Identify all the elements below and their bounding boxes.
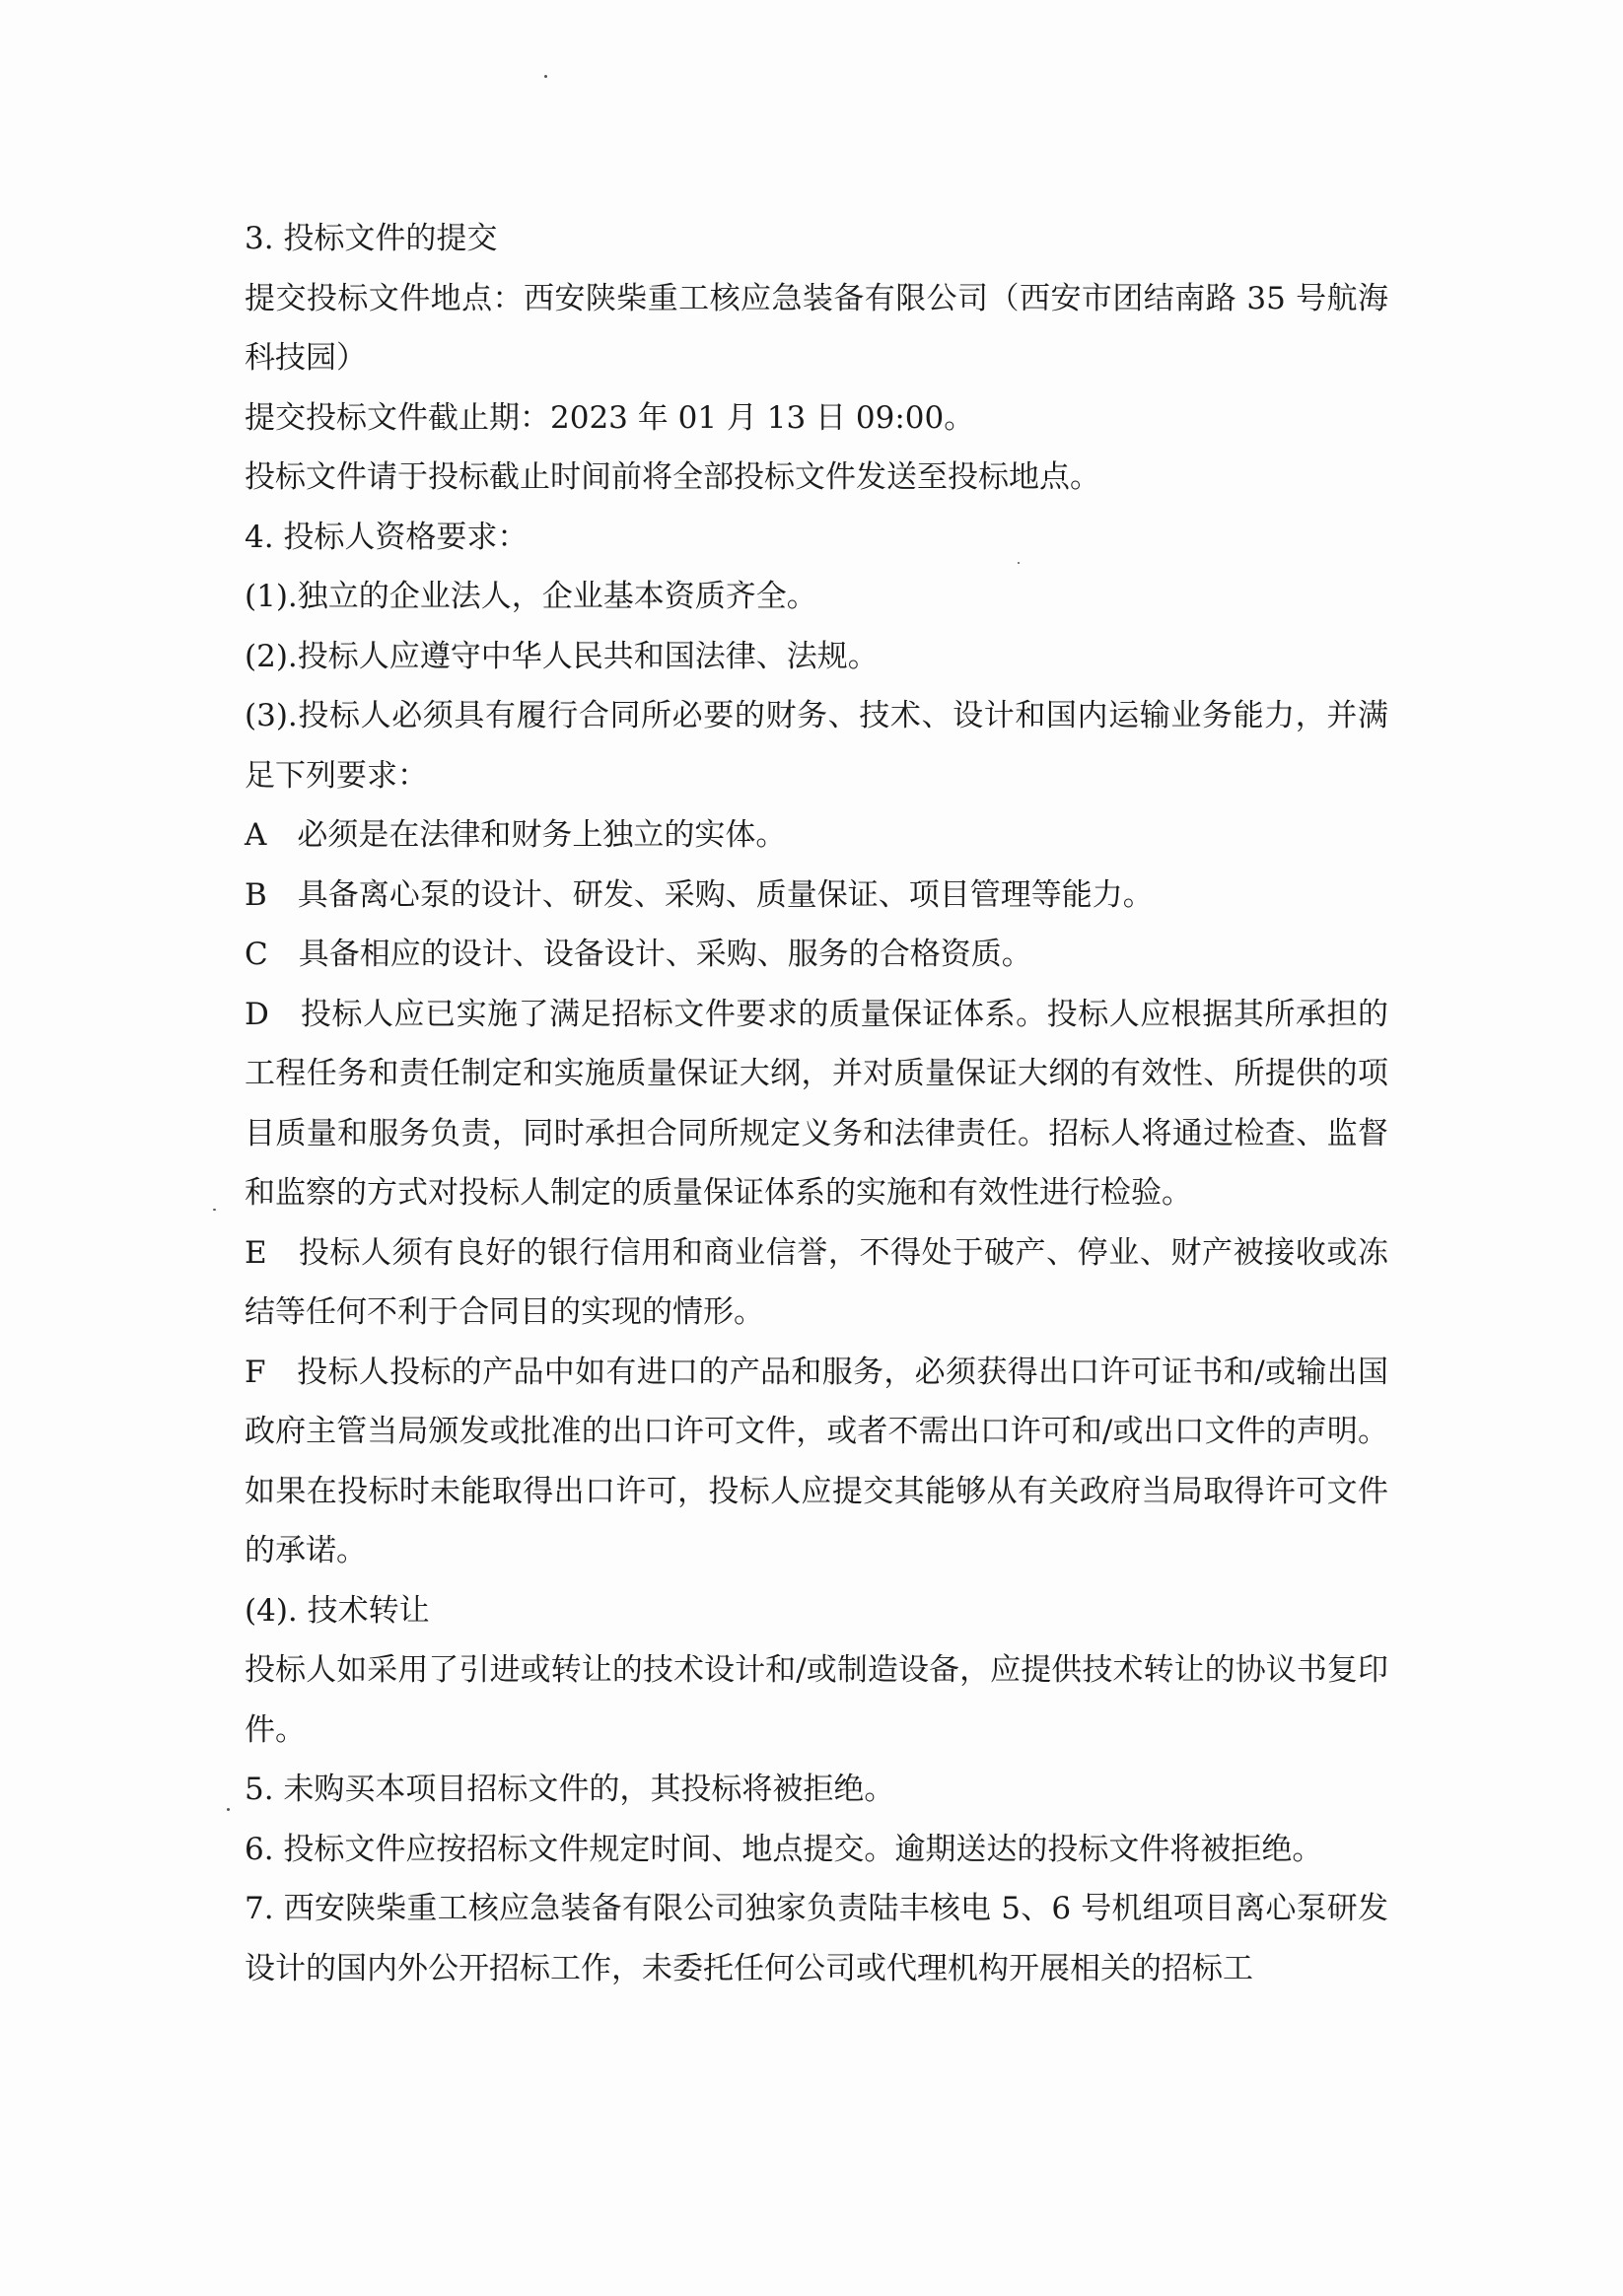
section-6: 6. 投标文件应按招标文件规定时间、地点提交。逾期送达的投标文件将被拒绝。 (245, 1831, 1323, 1867)
requirement-2: (2).投标人应遵守中华人民共和国法律、法规。 (245, 638, 879, 674)
section-7: 7. 西安陕柴重工核应急装备有限公司独家负责陆丰核电 5、6 号机组项目离心泵研发设计的国内外公开招标工作，未委托任何公司或代理机构开展相关的招标工 (245, 1891, 1388, 1986)
submission-deadline: 提交投标文件截止期：2023 年 01 月 13 日 09:00。 (245, 399, 975, 436)
requirement-e: E 投标人须有良好的银行信用和商业信誉，不得处于破产、停业、财产被接收或冻结等任何不利于合同目的实现的情形。 (245, 1234, 1388, 1330)
requirement-3: (3).投标人必须具有履行合同所必要的财务、技术、设计和国内运输业务能力，并满足下列要求： (245, 698, 1388, 794)
document-body (245, 209, 1388, 1998)
requirement-b: B 具备离心泵的设计、研发、采购、质量保证、项目管理等能力。 (245, 876, 1154, 913)
section-4-heading: 4. 投标人资格要求： (245, 519, 529, 555)
requirement-c: C 具备相应的设计、设备设计、采购、服务的合格资质。 (245, 937, 1032, 972)
scan-speck (544, 75, 547, 78)
requirement-d: D 投标人应已实施了满足招标文件要求的质量保证体系。投标人应根据其所承担的工程任务和责任制定和实施质量保证大纲，并对质量保证大纲的有效性、所提供的项目质量和服务负责，同时承担合同所规定义务和法律责任。招标人将通过检查、监督和监察的方式对投标人制定的质量保证体系的实施和有效性进行检验。 (245, 996, 1388, 1211)
section-5: 5. 未购买本项目招标文件的，其投标将被拒绝。 (245, 1772, 895, 1807)
submission-note: 投标文件请于投标截止时间前将全部投标文件发送至投标地点。 (245, 459, 1100, 495)
requirement-f: F 投标人投标的产品中如有进口的产品和服务，必须获得出口许可证书和/或输出国政府主管当局颁发或批准的出口许可文件，或者不需出口许可和/或出口文件的声明。如果在投标时未能取得出口许可，投标人应提交其能够从有关政府当局取得许可文件的承诺。 (245, 1354, 1388, 1568)
submission-location: 提交投标文件地点：西安陕柴重工核应急装备有限公司（西安市团结南路 35 号航海科技园） (245, 280, 1388, 376)
requirement-1: (1).独立的企业法人，企业基本资质齐全。 (245, 579, 817, 614)
scan-speck (227, 1808, 230, 1811)
requirement-4-heading: (4). 技术转让 (245, 1592, 430, 1629)
section-3-heading: 3. 投标文件的提交 (245, 221, 498, 256)
scan-speck (213, 1209, 216, 1211)
technology-transfer: 投标人如采用了引进或转让的技术设计和/或制造设备，应提供技术转让的协议书复印件。 (245, 1652, 1388, 1748)
requirement-a: A 必须是在法律和财务上独立的实体。 (245, 817, 787, 853)
